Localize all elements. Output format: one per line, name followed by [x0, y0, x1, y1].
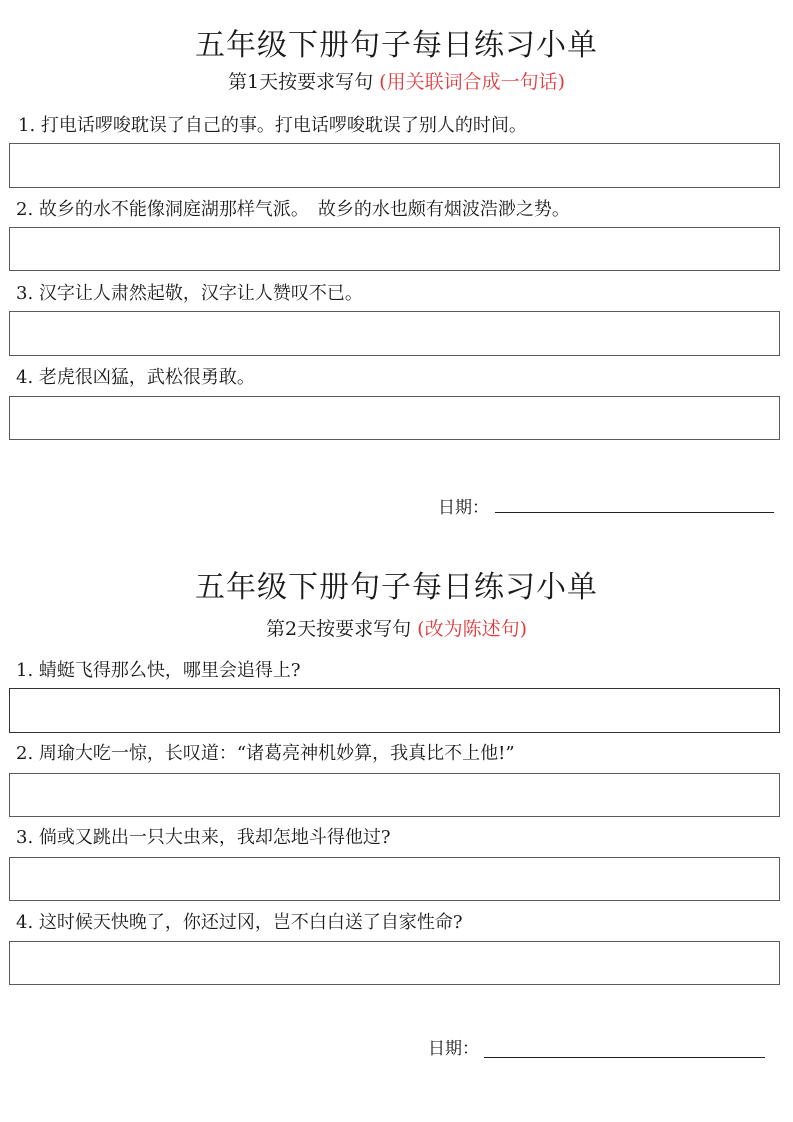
sheet-2-answer-box-2[interactable] — [9, 773, 780, 817]
sheet-1-subtitle-note: (用关联词合成一句话) — [379, 71, 565, 93]
sheet-1-title: 五年级下册句子每日练习小单 — [195, 28, 598, 63]
sheet-2-subtitle-note: (改为陈述句) — [417, 618, 527, 640]
sheet-1-question-2: 2. 故乡的水不能像洞庭湖那样气派。 故乡的水也颇有烟波浩渺之势。 — [16, 199, 570, 220]
sheet-1-question-3: 3. 汉字让人肃然起敬，汉字让人赞叹不已。 — [16, 283, 363, 304]
sheet-2-subtitle-main: 第2天按要求写句 — [266, 618, 412, 640]
sheet-1-date-line[interactable] — [495, 512, 774, 513]
sheet-2-question-1: 1. 蜻蜓飞得那么快，哪里会追得上? — [16, 660, 301, 681]
sheet-2-date-label: 日期： — [428, 1039, 479, 1059]
sheet-2-question-3: 3. 倘或又跳出一只大虫来，我却怎地斗得他过? — [16, 827, 391, 848]
sheet-2-title: 五年级下册句子每日练习小单 — [195, 570, 598, 605]
sheet-2-subtitle — [0, 617, 793, 641]
sheet-1-subtitle — [0, 70, 793, 94]
sheet-2-question-2: 2. 周瑜大吃一惊，长叹道：“诸葛亮神机妙算，我真比不上他!” — [16, 743, 515, 764]
sheet-1-subtitle-main: 第1天按要求写句 — [228, 71, 374, 93]
sheet-1-answer-box-4[interactable] — [9, 396, 780, 440]
sheet-2-date-line[interactable] — [484, 1057, 765, 1058]
sheet-1-answer-box-1[interactable] — [9, 143, 780, 188]
sheet-1-answer-box-2[interactable] — [9, 227, 780, 271]
sheet-2-question-4: 4. 这时候天快晚了，你还过冈，岂不白白送了自家性命? — [16, 912, 463, 933]
sheet-2-answer-box-3[interactable] — [9, 857, 780, 901]
sheet-1-answer-box-3[interactable] — [9, 311, 780, 356]
sheet-1-question-1: 1. 打电话啰唆耽误了自己的事。打电话啰唆耽误了别人的时间。 — [18, 115, 527, 136]
sheet-2-answer-box-1[interactable] — [9, 688, 780, 733]
sheet-2-answer-box-4[interactable] — [9, 941, 780, 985]
sheet-1-question-4: 4. 老虎很凶猛，武松很勇敢。 — [16, 367, 255, 388]
sheet-1-date-label: 日期： — [438, 498, 489, 518]
